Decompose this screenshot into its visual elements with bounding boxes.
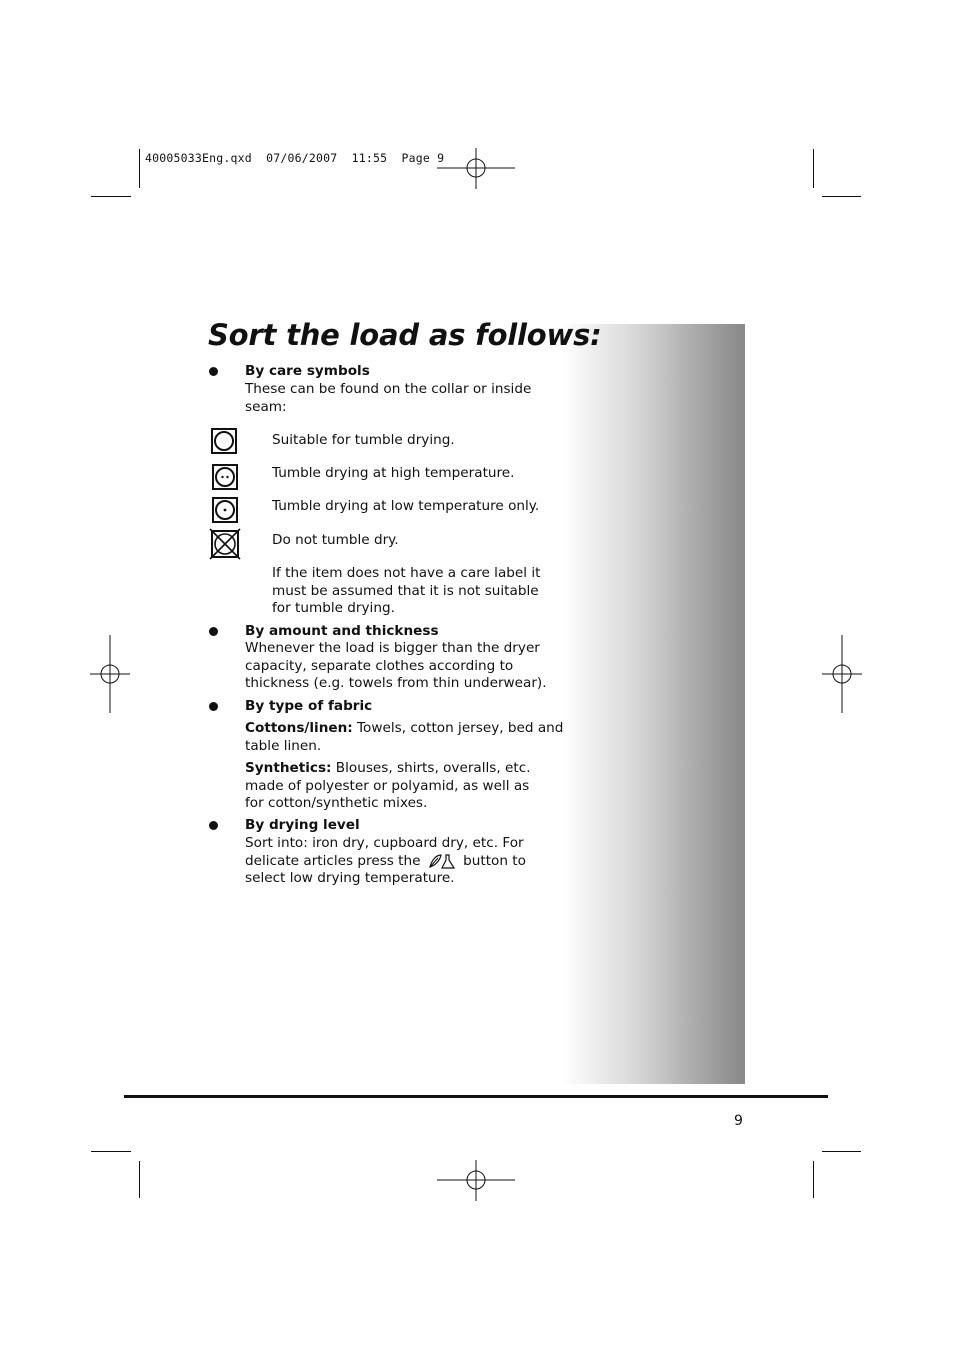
fabric-heading: By type of fabric bbox=[245, 698, 373, 714]
text-line: for cotton/synthetic mixes. bbox=[245, 795, 428, 812]
bullet bbox=[209, 821, 218, 830]
text-line: Sort into: iron dry, cupboard dry, etc. For bbox=[245, 835, 524, 851]
tumble-dry-two-dots-icon bbox=[212, 464, 238, 490]
cottons-text bbox=[245, 720, 565, 755]
registration-mark-icon bbox=[437, 148, 517, 190]
crop-mark bbox=[813, 149, 814, 188]
care-symbol-text: Do not tumble dry. bbox=[272, 532, 399, 548]
crop-mark bbox=[139, 1161, 140, 1198]
crop-mark bbox=[91, 1151, 131, 1152]
text-line: made of polyester or polyamid, as well as bbox=[245, 777, 530, 794]
text-line bbox=[245, 720, 565, 738]
care-symbols-heading: By care symbols bbox=[245, 363, 370, 379]
print-slug bbox=[145, 151, 444, 165]
text-line: select low drying temperature. bbox=[245, 870, 455, 887]
text-line: Whenever the load is bigger than the dryer bbox=[245, 640, 540, 656]
synthetics-text bbox=[245, 760, 565, 813]
slug-time: 11:55 bbox=[351, 151, 388, 165]
text-line: table linen. bbox=[245, 737, 322, 754]
text-line bbox=[245, 760, 565, 778]
text-line bbox=[245, 853, 565, 871]
text-span: Blouses, shirts, overalls, etc. bbox=[331, 760, 531, 776]
crop-mark bbox=[91, 196, 131, 197]
text-line: thickness (e.g. towels from thin underwear). bbox=[245, 675, 547, 692]
bullet bbox=[209, 627, 218, 636]
registration-mark-icon bbox=[90, 635, 132, 715]
text-line: seam: bbox=[245, 398, 287, 415]
do-not-tumble-dry-icon bbox=[209, 528, 241, 560]
cottons-label: Cottons/linen: bbox=[245, 720, 353, 736]
registration-mark-icon bbox=[822, 635, 864, 715]
drying-heading: By drying level bbox=[245, 817, 360, 833]
text-line: must be assumed that it is not suitable bbox=[272, 582, 539, 599]
crop-mark bbox=[813, 1161, 814, 1198]
crop-mark bbox=[822, 1151, 861, 1152]
care-symbol-text: Tumble drying at low temperature only. bbox=[272, 498, 540, 514]
tumble-dry-circle-icon bbox=[211, 428, 237, 454]
text-span: Towels, cotton jersey, bed and bbox=[352, 720, 564, 736]
amount-heading: By amount and thickness bbox=[245, 623, 439, 639]
care-label-note bbox=[272, 565, 562, 618]
page-title: Sort the load as follows: bbox=[208, 318, 602, 352]
bullet bbox=[209, 367, 218, 376]
slug-date: 07/06/2007 bbox=[266, 151, 338, 165]
care-symbol-text: Suitable for tumble drying. bbox=[272, 432, 455, 448]
text-span: delicate articles press the bbox=[245, 852, 421, 869]
text-line: If the item does not have a care label it bbox=[272, 565, 541, 581]
delicate-button-icon bbox=[427, 853, 457, 869]
registration-mark-icon bbox=[437, 1160, 517, 1202]
crop-mark bbox=[822, 196, 861, 197]
crop-mark bbox=[139, 149, 140, 188]
care-symbol-text: Tumble drying at high temperature. bbox=[272, 465, 515, 481]
page-number: 9 bbox=[734, 1113, 743, 1129]
text-line: These can be found on the collar or inside bbox=[245, 381, 532, 397]
slug-page: Page 9 bbox=[401, 151, 445, 165]
footer-rule bbox=[124, 1095, 828, 1098]
amount-text bbox=[245, 640, 565, 693]
text-line: for tumble drying. bbox=[272, 600, 395, 617]
side-gradient-panel bbox=[562, 324, 745, 1084]
text-line: capacity, separate clothes according to bbox=[245, 657, 514, 674]
care-symbols-intro bbox=[245, 381, 565, 416]
drying-text bbox=[245, 835, 565, 888]
tumble-dry-one-dot-icon bbox=[212, 497, 238, 523]
slug-file: 40005033Eng.qxd bbox=[145, 151, 252, 165]
text-span: button to bbox=[463, 852, 526, 869]
synthetics-label: Synthetics: bbox=[245, 760, 332, 776]
bullet bbox=[209, 702, 218, 711]
